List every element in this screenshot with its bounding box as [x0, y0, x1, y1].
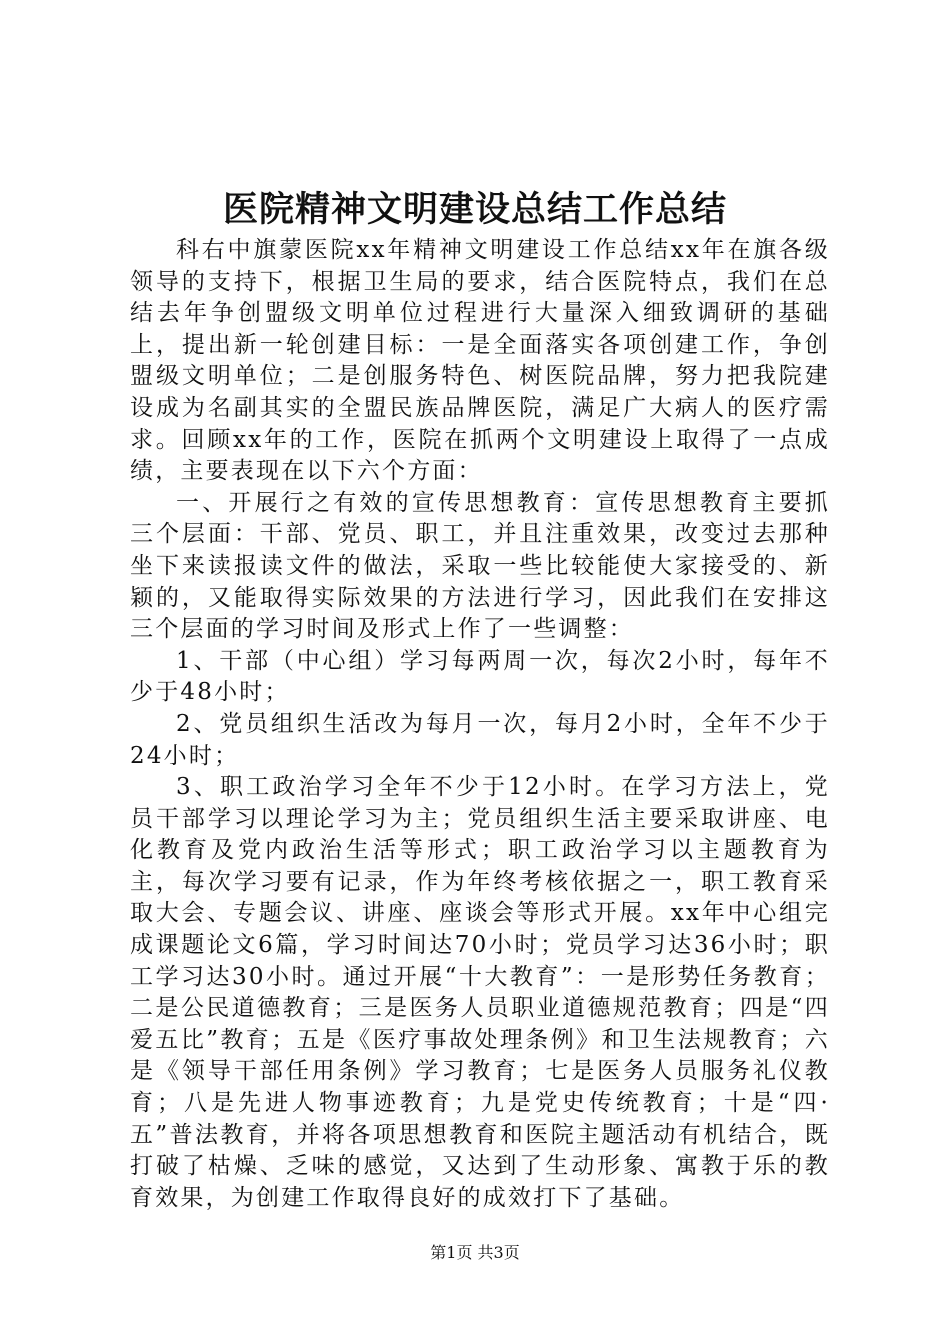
document-body — [130, 235, 830, 1214]
paragraph-item-1: 1、干部（中心组）学习每两周一次，每次2小时，每年不少于48小时； — [130, 647, 830, 706]
paragraph-item-3: 3、职工政治学习全年不少于12小时。在学习方法上，党员干部学习以理论学习为主；党员组织生活主要采取讲座、电化教育及党内政治生活等形式；职工政治学习以主题教育为主，每次学习要有记录，作为年终考核依据之一，职工教育采取大会、专题会议、讲座、座谈会等形式开展。xx年中心组完成课题论文6篇，学习时间达70小时；党员学习达36小时；职工学习达30小时。通过开展“十大教育”：一是形势任务教育；二是公民道德教育；三是医务人员职业道德规范教育；四是“四爱五比”教育；五是《医疗事故处理条例》和卫生法规教育；六是《领导干部任用条例》学习教育；七是医务人员服务礼仪教育；八是先进人物事迹教育；九是党史传统教育；十是“四·五”普法教育，并将各项思想教育和医院主题活动有机结合，既打破了枯燥、乏味的感觉，又达到了生动形象、寓教于乐的教育效果，为创建工作取得良好的成效打下了基础。 — [130, 774, 830, 1211]
paragraph-intro: 科右中旗蒙医院xx年精神文明建设工作总结xx年在旗各级领导的支持下，根据卫生局的要求，结合医院特点，我们在总结去年争创盟级文明单位过程进行大量深入细致调研的基础上，提出新一轮创建目标：一是全面落实各项创建工作，争创盟级文明单位；二是创服务特色、树医院品牌，努力把我院建设成为名副其实的全盟民族品牌医院，满足广大病人的医疗需求。回顾xx年的工作，医院在抓两个文明建设上取得了一点成绩，主要表现在以下六个方面： — [130, 237, 830, 485]
document-title: 医院精神文明建设总结工作总结 — [222, 189, 727, 230]
paragraph-item-2: 2、党员组织生活改为每月一次，每月2小时，全年不少于24小时； — [130, 710, 830, 769]
page-footer: 第1页 共3页 — [430, 1243, 520, 1262]
paragraph-section-1: 一、开展行之有效的宣传思想教育：宣传思想教育主要抓三个层面：干部、党员、职工，并且注重效果，改变过去那种坐下来读报读文件的做法，采取一些比较能使大家接受的、新颖的，又能取得实际效果的方法进行学习，因此我们在安排这三个层面的学习时间及形式上作了一些调整： — [130, 489, 830, 643]
